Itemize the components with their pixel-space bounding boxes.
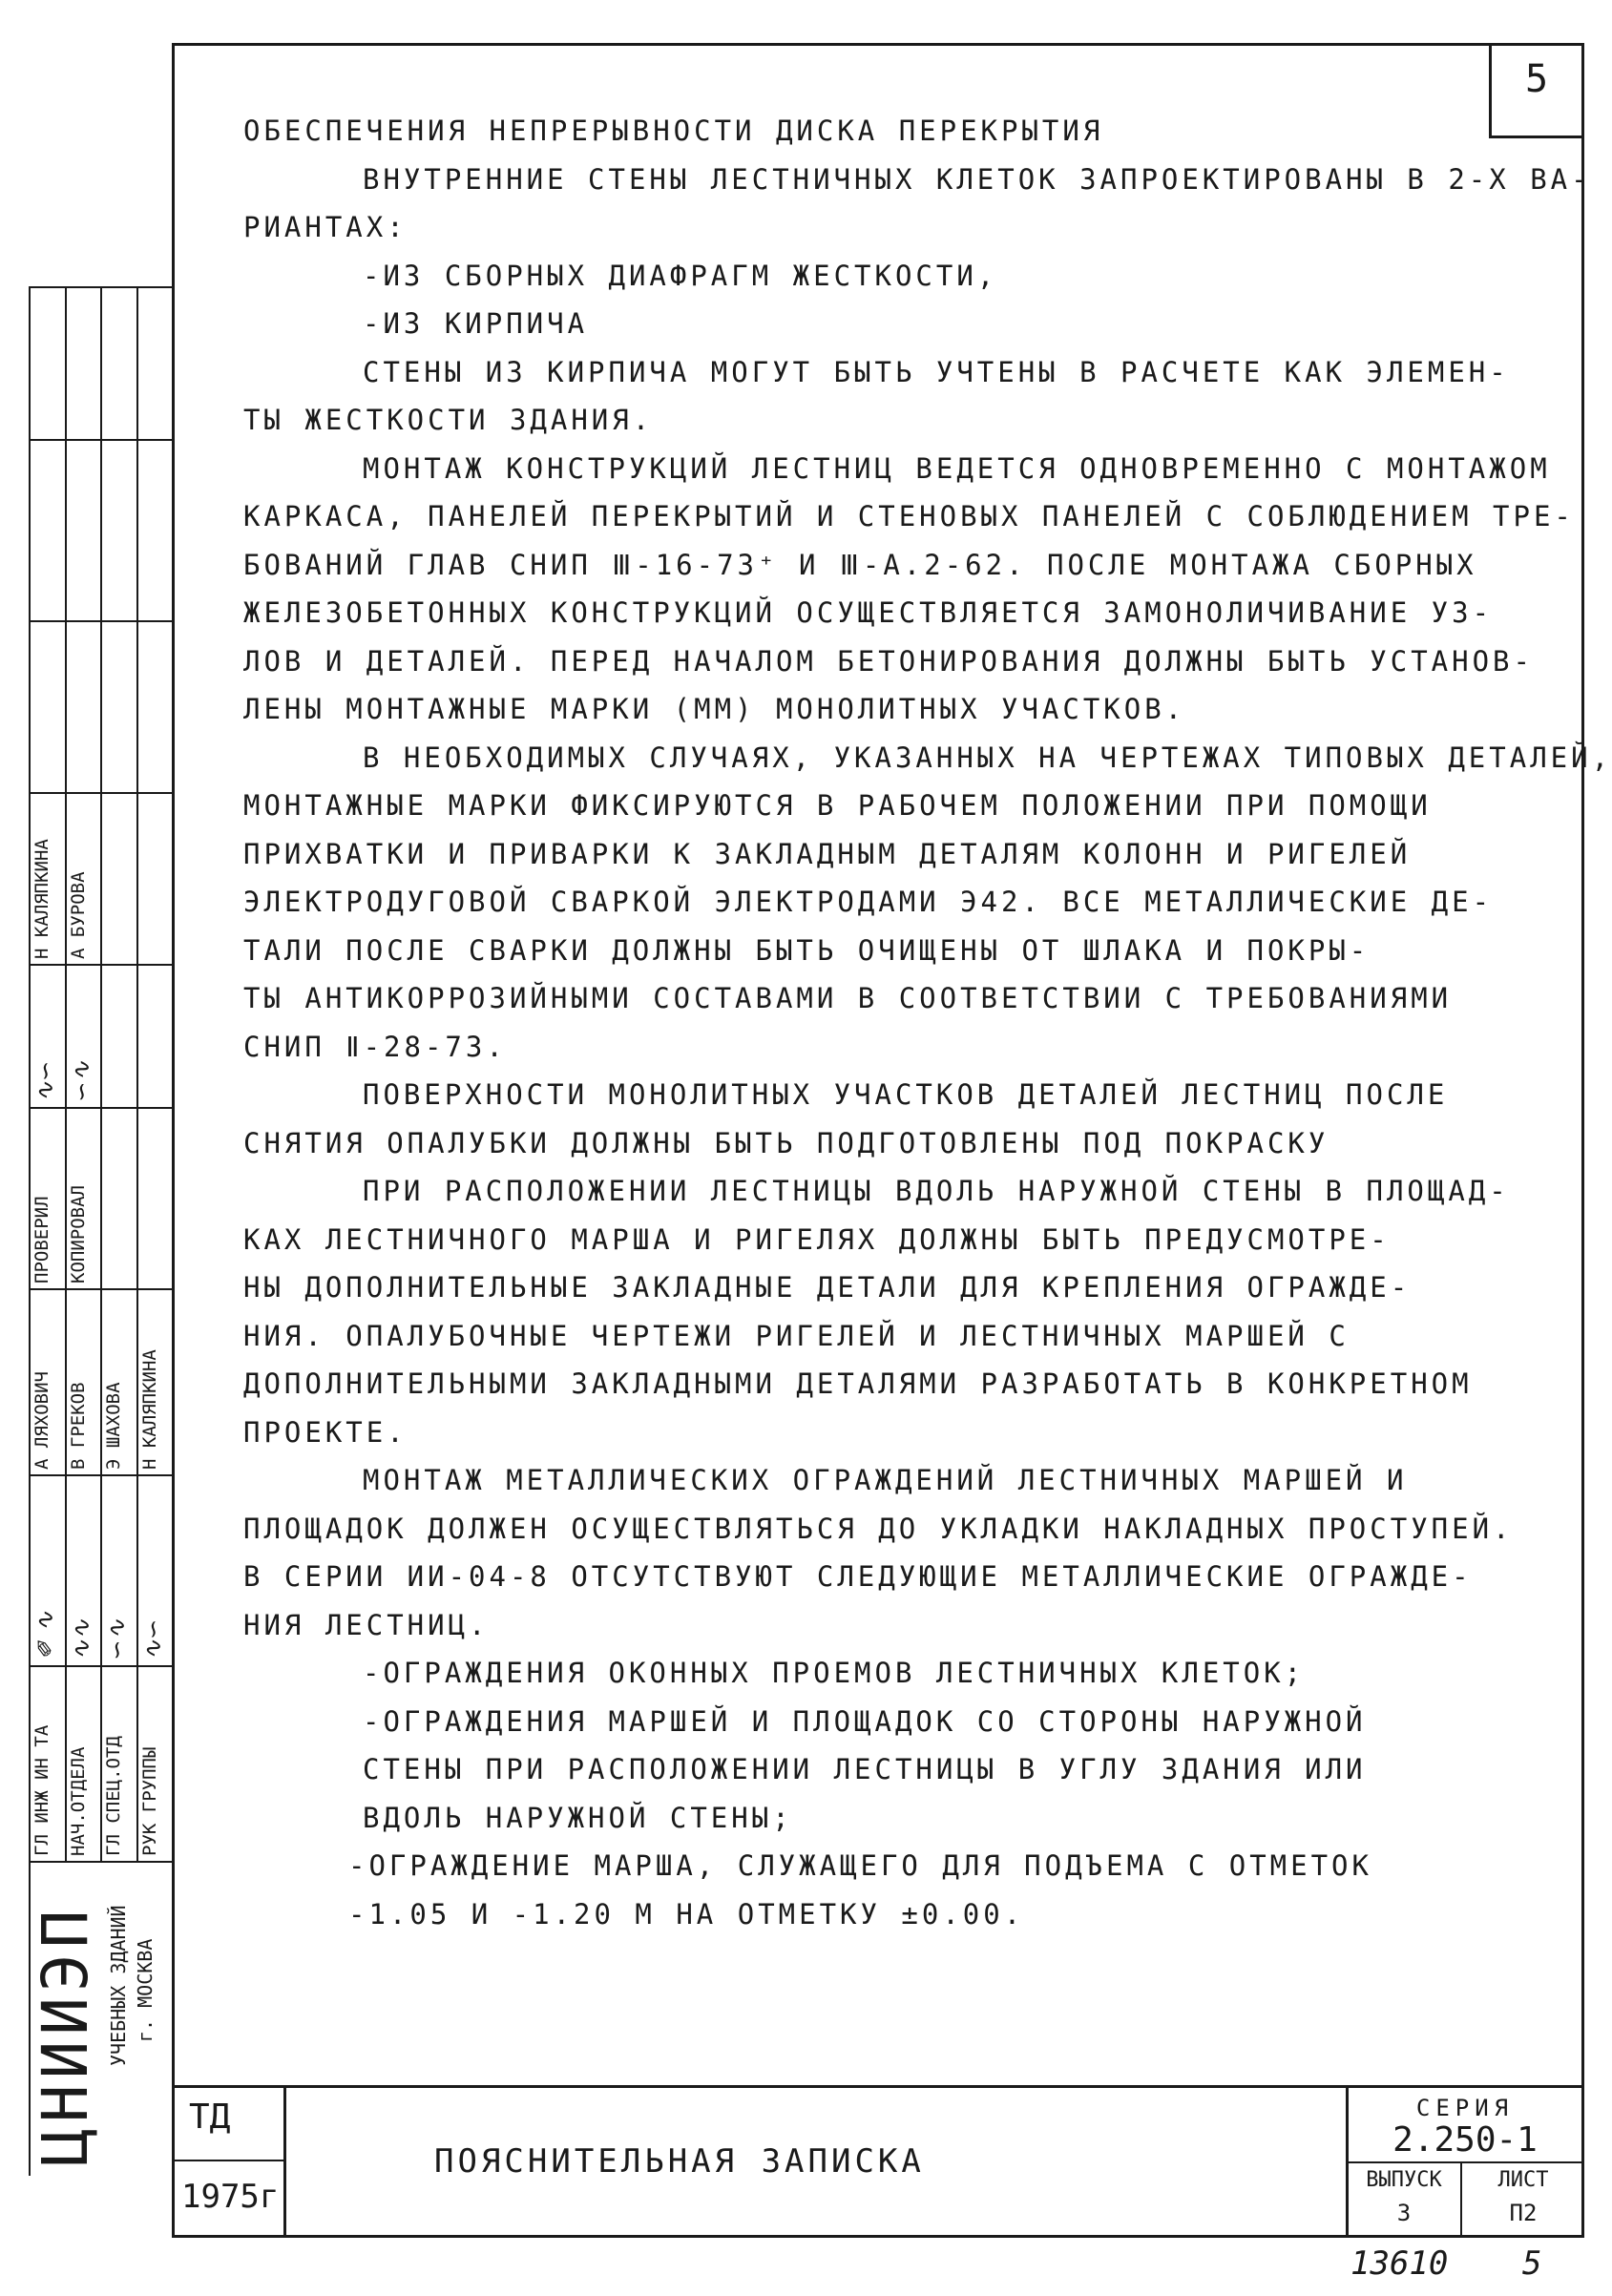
body-line: ЛОВ И ДЕТАЛЕЙ. ПЕРЕД НАЧАЛОМ БЕТОНИРОВАНИЯ ДОЛЖНЫ БЫТЬ УСТАНОВ- [243,644,1534,678]
stamp-role: НАЧ.ОТДЕЛА [68,1746,89,1856]
signature: ∿∿ [68,1618,96,1660]
stamp-line [100,286,102,1861]
body-line: -1.05 И -1.20 М НА ОТМЕТКУ ±0.00. [348,1897,1025,1931]
sheet-label: ЛИСТ [1497,2168,1549,2192]
body-line: КАРКАСА, ПАНЕЛЕЙ ПЕРЕКРЫТИЙ И СТЕНОВЫХ ПАНЕЛЕЙ С СОБЛЮДЕНИЕМ ТРЕ- [243,500,1575,532]
stamp-line [29,1861,172,1863]
stamp-name: Э ШАХОВА [103,1382,124,1470]
body-line: ТЫ АНТИКОРРОЗИЙНЫМИ СОСТАВАМИ В СООТВЕТСТВИИ С ТРЕБОВАНИЯМИ [243,982,1453,1014]
body-line: СТЕНЫ ПРИ РАСПОЛОЖЕНИИ ЛЕСТНИЦЫ В УГЛУ ЗДАНИЯ ИЛИ [363,1753,1367,1785]
body-line: ДОПОЛНИТЕЛЬНЫМИ ЗАКЛАДНЫМИ ДЕТАЛЯМИ РАЗРАБОТАТЬ В КОНКРЕТНОМ [243,1367,1473,1400]
body-line: ПРИХВАТКИ И ПРИВАРКИ К ЗАКЛАДНЫМ ДЕТАЛЯМ КОЛОНН И РИГЕЛЕЙ [243,837,1412,870]
stamp-name: Н КАЛЯПКИНА [31,839,52,959]
doc-code: ТД [189,2098,231,2137]
stamp-line [29,439,172,441]
body-line: КАХ ЛЕСТНИЧНОГО МАРША И РИГЕЛЯХ ДОЛЖНЫ БЫТЬ ПРЕДУСМОТРЕ- [243,1222,1391,1256]
signature: ∿∽ [139,1618,168,1660]
body-line: ЛЕНЫ МОНТАЖНЫЕ МАРКИ (ММ) МОНОЛИТНЫХ УЧАСТКОВ. [243,693,1186,725]
archive-number: 13610 [1350,2244,1449,2283]
stamp-line [29,964,172,966]
body-line: НИЯ. ОПАЛУБОЧНЫЕ ЧЕРТЕЖИ РИГЕЛЕЙ И ЛЕСТНИЧНЫХ МАРШЕЙ С [243,1319,1350,1352]
body-line: МОНТАЖ МЕТАЛЛИЧЕСКИХ ОГРАЖДЕНИЙ ЛЕСТНИЧНЫХ МАРШЕЙ И [363,1464,1408,1496]
title-block-line [283,2085,286,2238]
org-line: УЧЕБНЫХ ЗДАНИЙ [107,1905,130,2066]
stamp-line [29,1474,172,1476]
body-line: ЭЛЕКТРОДУГОВОЙ СВАРКОЙ ЭЛЕКТРОДАМИ Э42. ВСЕ МЕТАЛЛИЧЕСКИЕ ДЕ- [243,886,1494,918]
stamp-role: ГЛ СПЕЦ.ОТД [103,1736,124,1856]
stamp-line [29,1288,172,1290]
doc-year: 1975г [181,2178,280,2216]
title-block-line [172,2085,1584,2088]
signature: ∽∿ [68,1060,96,1102]
doc-title: ПОЯСНИТЕЛЬНАЯ ЗАПИСКА [434,2142,925,2181]
page-number: 5 [1524,57,1549,101]
title-block-line [172,2160,284,2161]
stamp-line [29,620,172,622]
stamp-role: ПРОВЕРИЛ [31,1196,52,1284]
body-line: -ОГРАЖДЕНИЯ ОКОННЫХ ПРОЕМОВ ЛЕСТНИЧНЫХ КЛЕТОК; [363,1657,1306,1689]
signature: ∿∽ [31,1060,60,1102]
stamp-line [29,1665,172,1667]
body-line: -ОГРАЖДЕНИЯ МАРШЕЙ И ПЛОЩАДОК СО СТОРОНЫ НАРУЖНОЙ [363,1704,1367,1738]
signature: ✎∿ [31,1611,60,1660]
stamp-name: Н КАЛЯПКИНА [139,1349,160,1470]
sheet-value: П2 [1509,2200,1538,2226]
stamp-role: ГЛ ИНЖ ИН ТА [31,1724,52,1856]
body-line: ТЫ ЖЕСТКОСТИ ЗДАНИЯ. [243,404,654,436]
body-line: ТАЛИ ПОСЛЕ СВАРКИ ДОЛЖНЫ БЫТЬ ОЧИЩЕНЫ ОТ ШЛАКА И ПОКРЫ- [243,933,1371,967]
body-line: МОНТАЖ КОНСТРУКЦИЙ ЛЕСТНИЦ ВЕДЕТСЯ ОДНОВРЕМЕННО С МОНТАЖОМ [363,451,1551,485]
body-line: -ИЗ СБОРНЫХ ДИАФРАГМ ЖЕСТКОСТИ, [363,259,998,292]
stamp-name: А ЛЯХОВИЧ [31,1371,52,1470]
series-label: СЕРИЯ [1415,2095,1515,2121]
stamp-line [29,286,172,288]
body-line: БОВАНИЙ ГЛАВ СНИП Ⅲ-16-73⁺ И Ⅲ-А.2-62. ПОСЛЕ МОНТАЖА СБОРНЫХ [243,548,1477,581]
stamp-line [29,1107,172,1109]
body-line: ПОВЕРХНОСТИ МОНОЛИТНЫХ УЧАСТКОВ ДЕТАЛЕЙ ЛЕСТНИЦ ПОСЛЕ [363,1078,1449,1111]
body-line: СНЯТИЯ ОПАЛУБКИ ДОЛЖНЫ БЫТЬ ПОДГОТОВЛЕНЫ ПОД ПОКРАСКУ [243,1126,1329,1159]
body-line: РИАНТАХ: [243,211,408,243]
body-line: ЖЕЛЕЗОБЕТОННЫХ КОНСТРУКЦИЙ ОСУЩЕСТВЛЯЕТСЯ ЗАМОНОЛИЧИВАНИЕ УЗ- [243,596,1494,629]
body-line: ОБЕСПЕЧЕНИЯ НЕПРЕРЫВНОСТИ ДИСКА ПЕРЕКРЫТИЯ [243,115,1104,147]
issue-label: ВЫПУСК [1366,2168,1442,2192]
stamp-role: РУК ГРУППЫ [139,1746,160,1856]
body-line: ПЛОЩАДОК ДОЛЖЕН ОСУЩЕСТВЛЯТЬСЯ ДО УКЛАДКИ НАКЛАДНЫХ ПРОСТУПЕЙ. [243,1512,1514,1545]
stamp-name: В ГРЕКОВ [68,1382,89,1470]
body-line: -ОГРАЖДЕНИЕ МАРША, СЛУЖАЩЕГО ДЛЯ ПОДЪЕМА С ОТМЕТОК [348,1849,1372,1882]
body-line: НИЯ ЛЕСТНИЦ. [243,1608,490,1641]
footer-page: 5 [1522,2244,1542,2283]
series-value: 2.250-1 [1392,2120,1538,2160]
body-line: В СЕРИИ ИИ-04-8 ОТСУТСТВУЮТ СЛЕДУЮЩИЕ МЕТАЛЛИЧЕСКИЕ ОГРАЖДЕ- [243,1560,1473,1593]
body-text [243,107,1612,1938]
stamp-role: КОПИРОВАЛ [68,1185,89,1284]
body-line: В НЕОБХОДИМЫХ СЛУЧАЯХ, УКАЗАННЫХ НА ЧЕРТЕЖАХ ТИПОВЫХ ДЕТАЛЕЙ, [363,741,1612,774]
body-line: МОНТАЖНЫЕ МАРКИ ФИКСИРУЮТСЯ В РАБОЧЕМ ПОЛОЖЕНИИ ПРИ ПОМОЩИ [243,789,1432,822]
stamp-line [136,286,138,1861]
body-line: ВНУТРЕННИЕ СТЕНЫ ЛЕСТНИЧНЫХ КЛЕТОК ЗАПРОЕКТИРОВАНЫ В 2-Х ВА- [363,162,1592,196]
body-line: ВДОЛЬ НАРУЖНОЙ СТЕНЫ; [363,1801,793,1834]
stamp-line [29,792,172,794]
body-line: НЫ ДОПОЛНИТЕЛЬНЫЕ ЗАКЛАДНЫЕ ДЕТАЛИ ДЛЯ КРЕПЛЕНИЯ ОГРАЖДЕ- [243,1271,1412,1304]
stamp-name: А БУРОВА [68,871,89,959]
stamp-line [29,286,31,1861]
org-line: г. МОСКВА [134,1938,157,2042]
body-line: -ИЗ КИРПИЧА [363,307,589,340]
body-line: ПРОЕКТЕ. [243,1415,408,1449]
body-line: ПРИ РАСПОЛОЖЕНИИ ЛЕСТНИЦЫ ВДОЛЬ НАРУЖНОЙ СТЕНЫ В ПЛОЩАД- [363,1175,1510,1207]
body-line: СТЕНЫ ИЗ КИРПИЧА МОГУТ БЫТЬ УЧТЕНЫ В РАСЧЕТЕ КАК ЭЛЕМЕН- [363,355,1510,388]
body-line: СНИП Ⅱ-28-73. [243,1030,507,1063]
issue-value: 3 [1396,2200,1412,2226]
title-block-line [1346,2161,1584,2163]
org-logo: ЦНИИЭП [29,1904,102,2166]
signature: ∽∿ [103,1618,132,1660]
